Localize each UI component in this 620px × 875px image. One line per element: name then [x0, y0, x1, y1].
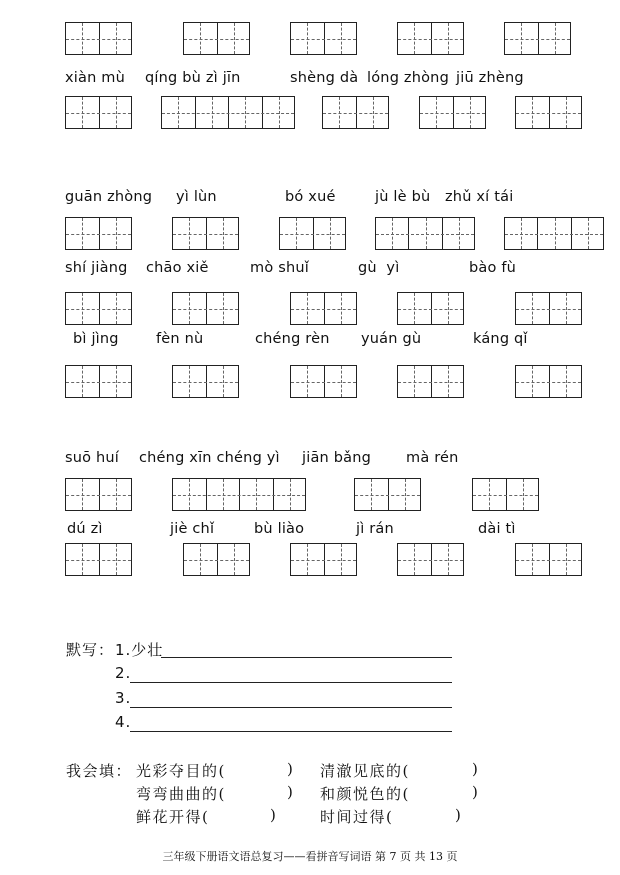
cell-guide	[516, 382, 581, 383]
dictation-line-3[interactable]	[130, 707, 452, 708]
answer-box[interactable]	[183, 543, 250, 576]
pinyin-label: zhǔ xí tái	[445, 189, 514, 205]
answer-box[interactable]	[65, 543, 132, 576]
pinyin-label: bó xué	[285, 189, 336, 205]
fill-item-close: )	[287, 760, 295, 778]
cell-guide	[66, 39, 131, 40]
cell-guide	[398, 39, 463, 40]
cell-guide	[173, 495, 305, 496]
answer-box[interactable]	[515, 365, 582, 398]
cell-guide	[516, 113, 581, 114]
pinyin-label: yuán gù	[361, 331, 422, 347]
pinyin-label: jù lè bù	[375, 189, 431, 205]
cell-guide	[184, 560, 249, 561]
answer-box[interactable]	[65, 478, 132, 511]
pinyin-label: shí jiàng	[65, 260, 128, 276]
cell-guide	[173, 309, 238, 310]
cell-guide	[291, 382, 356, 383]
pinyin-label: dài tì	[478, 521, 516, 537]
answer-box[interactable]	[172, 365, 239, 398]
pinyin-label: lóng zhòng	[367, 70, 449, 86]
pinyin-label: jì rán	[356, 521, 394, 537]
dictation-item-1: 1.少壮	[115, 641, 164, 659]
cell-guide	[66, 234, 131, 235]
answer-box[interactable]	[397, 22, 464, 55]
fill-item-close: )	[455, 806, 463, 824]
answer-box[interactable]	[504, 217, 604, 250]
fill-item-close: )	[472, 783, 480, 801]
answer-box[interactable]	[515, 292, 582, 325]
fill-item-text: 和颜悦色的(	[320, 785, 410, 803]
cell-guide	[66, 309, 131, 310]
fill-item-text: 时间过得(	[320, 808, 394, 826]
dictation-item-2: 2.	[115, 664, 132, 682]
cell-guide	[516, 309, 581, 310]
cell-guide	[173, 382, 238, 383]
answer-box[interactable]	[419, 96, 486, 129]
cell-guide	[291, 560, 356, 561]
cell-guide	[323, 113, 388, 114]
answer-box[interactable]	[172, 292, 239, 325]
fill-item-text: 光彩夺目的(	[136, 762, 226, 780]
pinyin-label: xiàn mù	[65, 70, 126, 86]
pinyin-label: suō huí	[65, 450, 120, 466]
pinyin-label: chéng rèn	[255, 331, 330, 347]
pinyin-label: shèng dà	[290, 70, 359, 86]
answer-box[interactable]	[290, 22, 357, 55]
answer-box[interactable]	[65, 365, 132, 398]
cell-guide	[66, 113, 131, 114]
cell-guide	[505, 39, 570, 40]
pinyin-label: guān zhòng	[65, 189, 153, 205]
pinyin-label: fèn nù	[156, 331, 204, 347]
cell-guide	[66, 382, 131, 383]
answer-box[interactable]	[290, 543, 357, 576]
pinyin-label: gù yì	[358, 260, 400, 276]
cell-guide	[66, 560, 131, 561]
fill-item-text: 鲜花开得(	[136, 808, 210, 826]
answer-box[interactable]	[397, 365, 464, 398]
answer-box[interactable]	[279, 217, 346, 250]
cell-guide	[184, 39, 249, 40]
pinyin-label: chāo xiě	[146, 260, 209, 276]
fill-item-close: )	[270, 806, 278, 824]
answer-box[interactable]	[504, 22, 571, 55]
pinyin-label: chéng xīn chéng yì	[139, 450, 280, 466]
answer-box[interactable]	[290, 292, 357, 325]
pinyin-label: jiān bǎng	[302, 450, 372, 466]
cell-guide	[398, 382, 463, 383]
answer-box[interactable]	[65, 217, 132, 250]
dictation-item-3: 3.	[115, 689, 132, 707]
dictation-line-1[interactable]	[161, 657, 452, 658]
answer-box[interactable]	[472, 478, 539, 511]
cell-guide	[291, 309, 356, 310]
cell-guide	[516, 560, 581, 561]
pinyin-label: jiū zhèng	[456, 70, 524, 86]
answer-box[interactable]	[161, 96, 295, 129]
fill-label: 我会填：	[66, 762, 133, 780]
answer-box[interactable]	[354, 478, 421, 511]
cell-guide	[473, 495, 538, 496]
answer-box[interactable]	[172, 217, 239, 250]
pinyin-label: káng qǐ	[473, 331, 528, 347]
cell-guide	[505, 234, 603, 235]
page-footer: 三年级下册语文语总复习——看拼音写词语 第 7 页 共 13 页	[162, 850, 458, 863]
dictation-line-2[interactable]	[130, 682, 452, 683]
answer-box[interactable]	[397, 292, 464, 325]
pinyin-label: dú zì	[67, 521, 103, 537]
cell-guide	[173, 234, 238, 235]
fill-item-close: )	[287, 783, 295, 801]
pinyin-label: bì jìng	[73, 331, 119, 347]
pinyin-label: mò shuǐ	[250, 260, 309, 276]
cell-guide	[398, 309, 463, 310]
answer-box[interactable]	[183, 22, 250, 55]
fill-item-text: 弯弯曲曲的(	[136, 785, 226, 803]
pinyin-label: yì lùn	[176, 189, 217, 205]
cell-guide	[398, 560, 463, 561]
dictation-item-4: 4.	[115, 713, 132, 731]
fill-item-text: 清澈见底的(	[320, 762, 410, 780]
answer-box[interactable]	[397, 543, 464, 576]
answer-box[interactable]	[515, 96, 582, 129]
cell-guide	[355, 495, 420, 496]
answer-box[interactable]	[65, 96, 132, 129]
pinyin-label: jiè chǐ	[170, 521, 215, 537]
cell-guide	[420, 113, 485, 114]
dictation-line-4[interactable]	[130, 731, 452, 732]
answer-box[interactable]	[290, 365, 357, 398]
cell-guide	[162, 113, 294, 114]
dictation-label: 默写：	[66, 641, 115, 659]
cell-guide	[66, 495, 131, 496]
pinyin-label: bù liào	[254, 521, 305, 537]
answer-box[interactable]	[515, 543, 582, 576]
answer-box[interactable]	[322, 96, 389, 129]
answer-box[interactable]	[172, 478, 306, 511]
cell-guide	[376, 234, 474, 235]
answer-box[interactable]	[375, 217, 475, 250]
fill-item-close: )	[472, 760, 480, 778]
pinyin-label: mà rén	[406, 450, 459, 466]
cell-guide	[280, 234, 345, 235]
answer-box[interactable]	[65, 22, 132, 55]
cell-guide	[291, 39, 356, 40]
pinyin-label: bào fù	[469, 260, 517, 276]
pinyin-label: qíng bù zì jīn	[145, 70, 241, 86]
answer-box[interactable]	[65, 292, 132, 325]
